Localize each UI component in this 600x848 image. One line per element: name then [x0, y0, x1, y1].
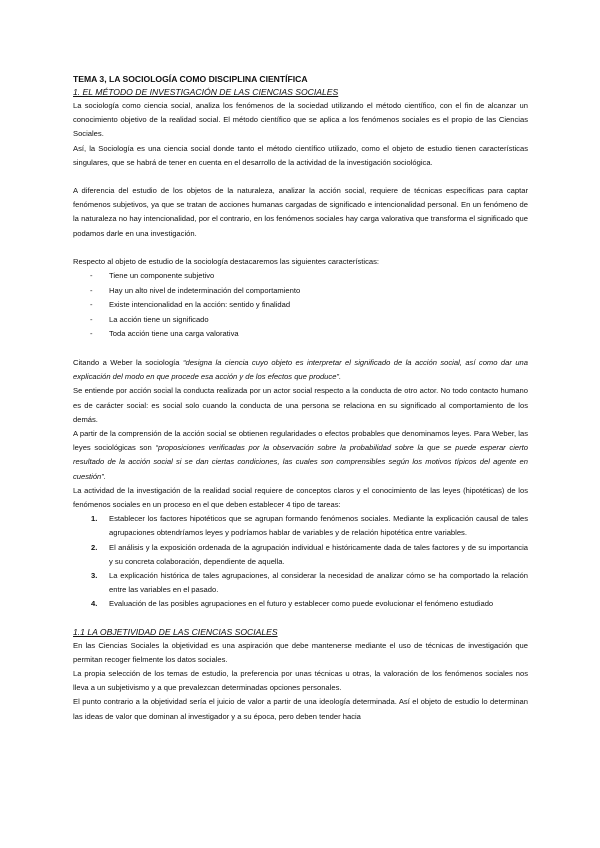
section-heading-objectivity: 1.1 LA OBJETIVIDAD DE LAS CIENCIAS SOCIALES: [73, 626, 278, 637]
list-text: Establecer los factores hipotéticos que se agrupan formando fenómenos sociales. Mediante la explicación causal de tales agrupaciones obtendríamos leyes y podríamos hablar de variables y de relación hipotética entre variables.: [109, 514, 528, 538]
list-number: 3.: [91, 571, 98, 581]
list-item: [73, 541, 528, 569]
weber-quote: “designa la ciencia cuyo objeto es interpretar el significado de la acción social, así como dar una explicación del modo en que procede esa acción y de los efectos que produce”.: [73, 358, 528, 382]
paragraph: Se entiende por acción social la conducta realizada por un actor social respecto a la conducta de otro actor. No todo contacto humano es de carácter social: es social solo cuando la conducta de una persona se relaciona en su significado al comportamiento de los demás.: [73, 386, 528, 424]
weber-paragraph: [73, 356, 528, 384]
section-heading-method: 1. EL MÉTODO DE INVESTIGACIÓN DE LAS CIENCIAS SOCIALES: [73, 87, 339, 97]
weber-intro: Citando a Weber la sociología: [73, 358, 183, 367]
paragraph: Así, la Sociología es una ciencia social donde tanto el método científico utilizado, como el objeto de estudio tienen características singulares, que se habrá de tener en cuenta en el desarrollo de la actividad de la investigación sociológica.: [73, 143, 528, 167]
paragraph: El punto contrario a la objetividad sería el juicio de valor a partir de una ideología determinada. Así el objeto de estudio lo determinan las ideas de valor que dominan al investigador y a su época, pero deben tender hacia: [73, 697, 528, 721]
document-title: TEMA 3, LA SOCIOLOGÍA COMO DISCIPLINA CIENTÍFICA: [73, 74, 308, 84]
laws-quote: “proposiciones verificadas por la observación sobre la probabilidad sobre la que se puede esperar cierto resultado de la acción social si se dan ciertas condiciones, las cuales son comprensibles según los motivos típicos del agente en cuestión”.: [73, 443, 528, 481]
list-number: 2.: [91, 542, 98, 552]
paragraph: La propia selección de los temas de estudio, la preferencia por unas técnicas u otras, la valoración de los fenómenos sociales nos lleva a un subjetivismo y a que prevalezcan determinadas opciones personales.: [73, 669, 528, 693]
list-text: Evaluación de las posibles agrupaciones en el futuro y establecer como puede evolucionar el fenómeno estudiado: [109, 599, 494, 609]
laws-intro: A partir de la comprensión de la acción social se obtienen regularidades o efectos probables que denominamos leyes. Para Weber, las leyes sociológicas son: [73, 429, 528, 453]
list-item: - Existe intencionalidad en la acción: sentido y finalidad: [73, 298, 528, 313]
list-item: - Hay un alto nivel de indeterminación del comportamiento: [73, 284, 528, 299]
paragraph: A diferencia del estudio de los objetos de la naturaleza, analizar la acción social, requiere de técnicas específicas para captar fenómenos subjetivos, ya que se tratan de acciones humanas cargadas de significado e intencionalidad personal. En un fenómeno de la naturaleza no hay intencionalidad, por el contrario, en los fenómenos sociales hay carga valorativa que transforma el significado que podamos darle en una investigación.: [73, 186, 528, 238]
list-item: [73, 597, 528, 611]
list-number: 1.: [91, 514, 98, 524]
characteristics-list: [73, 269, 528, 342]
list-text: La explicación histórica de tales agrupaciones, al considerar la necesidad de analizar cómo se ha comportado la relación entre las variables en el pasado.: [109, 571, 528, 595]
paragraph: En las Ciencias Sociales la objetividad es una aspiración que debe mantenerse mediante el uso de técnicas de investigación que permitan recoger fielmente los datos sociales.: [73, 640, 528, 664]
paragraph: Respecto al objeto de estudio de la sociología destacaremos las siguientes características:: [73, 256, 380, 266]
list-number: 4.: [91, 599, 98, 609]
document-page: [73, 73, 528, 724]
list-text: El análisis y la exposición ordenada de la agrupación individual e históricamente dada de tales factores y de su importancia y su concreta colaboración, dependiente de aquella.: [109, 542, 528, 566]
list-item: - Toda acción tiene una carga valorativa: [73, 327, 528, 342]
tasks-list: [73, 512, 528, 611]
paragraph: La sociología como ciencia social, analiza los fenómenos de la sociedad utilizando el método científico, con el fin de alcanzar un conocimiento objetivo de la realidad social. El método científico que se aplica a los fenómenos sociales es el propio de las Ciencias Sociales.: [73, 101, 528, 139]
list-item: [73, 512, 528, 540]
paragraph: La actividad de la investigación de la realidad social requiere de conceptos claros y el conocimiento de las leyes (hipotéticas) de los fenómenos sociales en un proceso en el que deben establecer 4 tipo de tareas:: [73, 485, 528, 510]
list-item: [73, 569, 528, 597]
list-item: - Tiene un componente subjetivo: [73, 269, 528, 284]
list-item: - La acción tiene un significado: [73, 313, 528, 328]
laws-paragraph: [73, 427, 528, 484]
